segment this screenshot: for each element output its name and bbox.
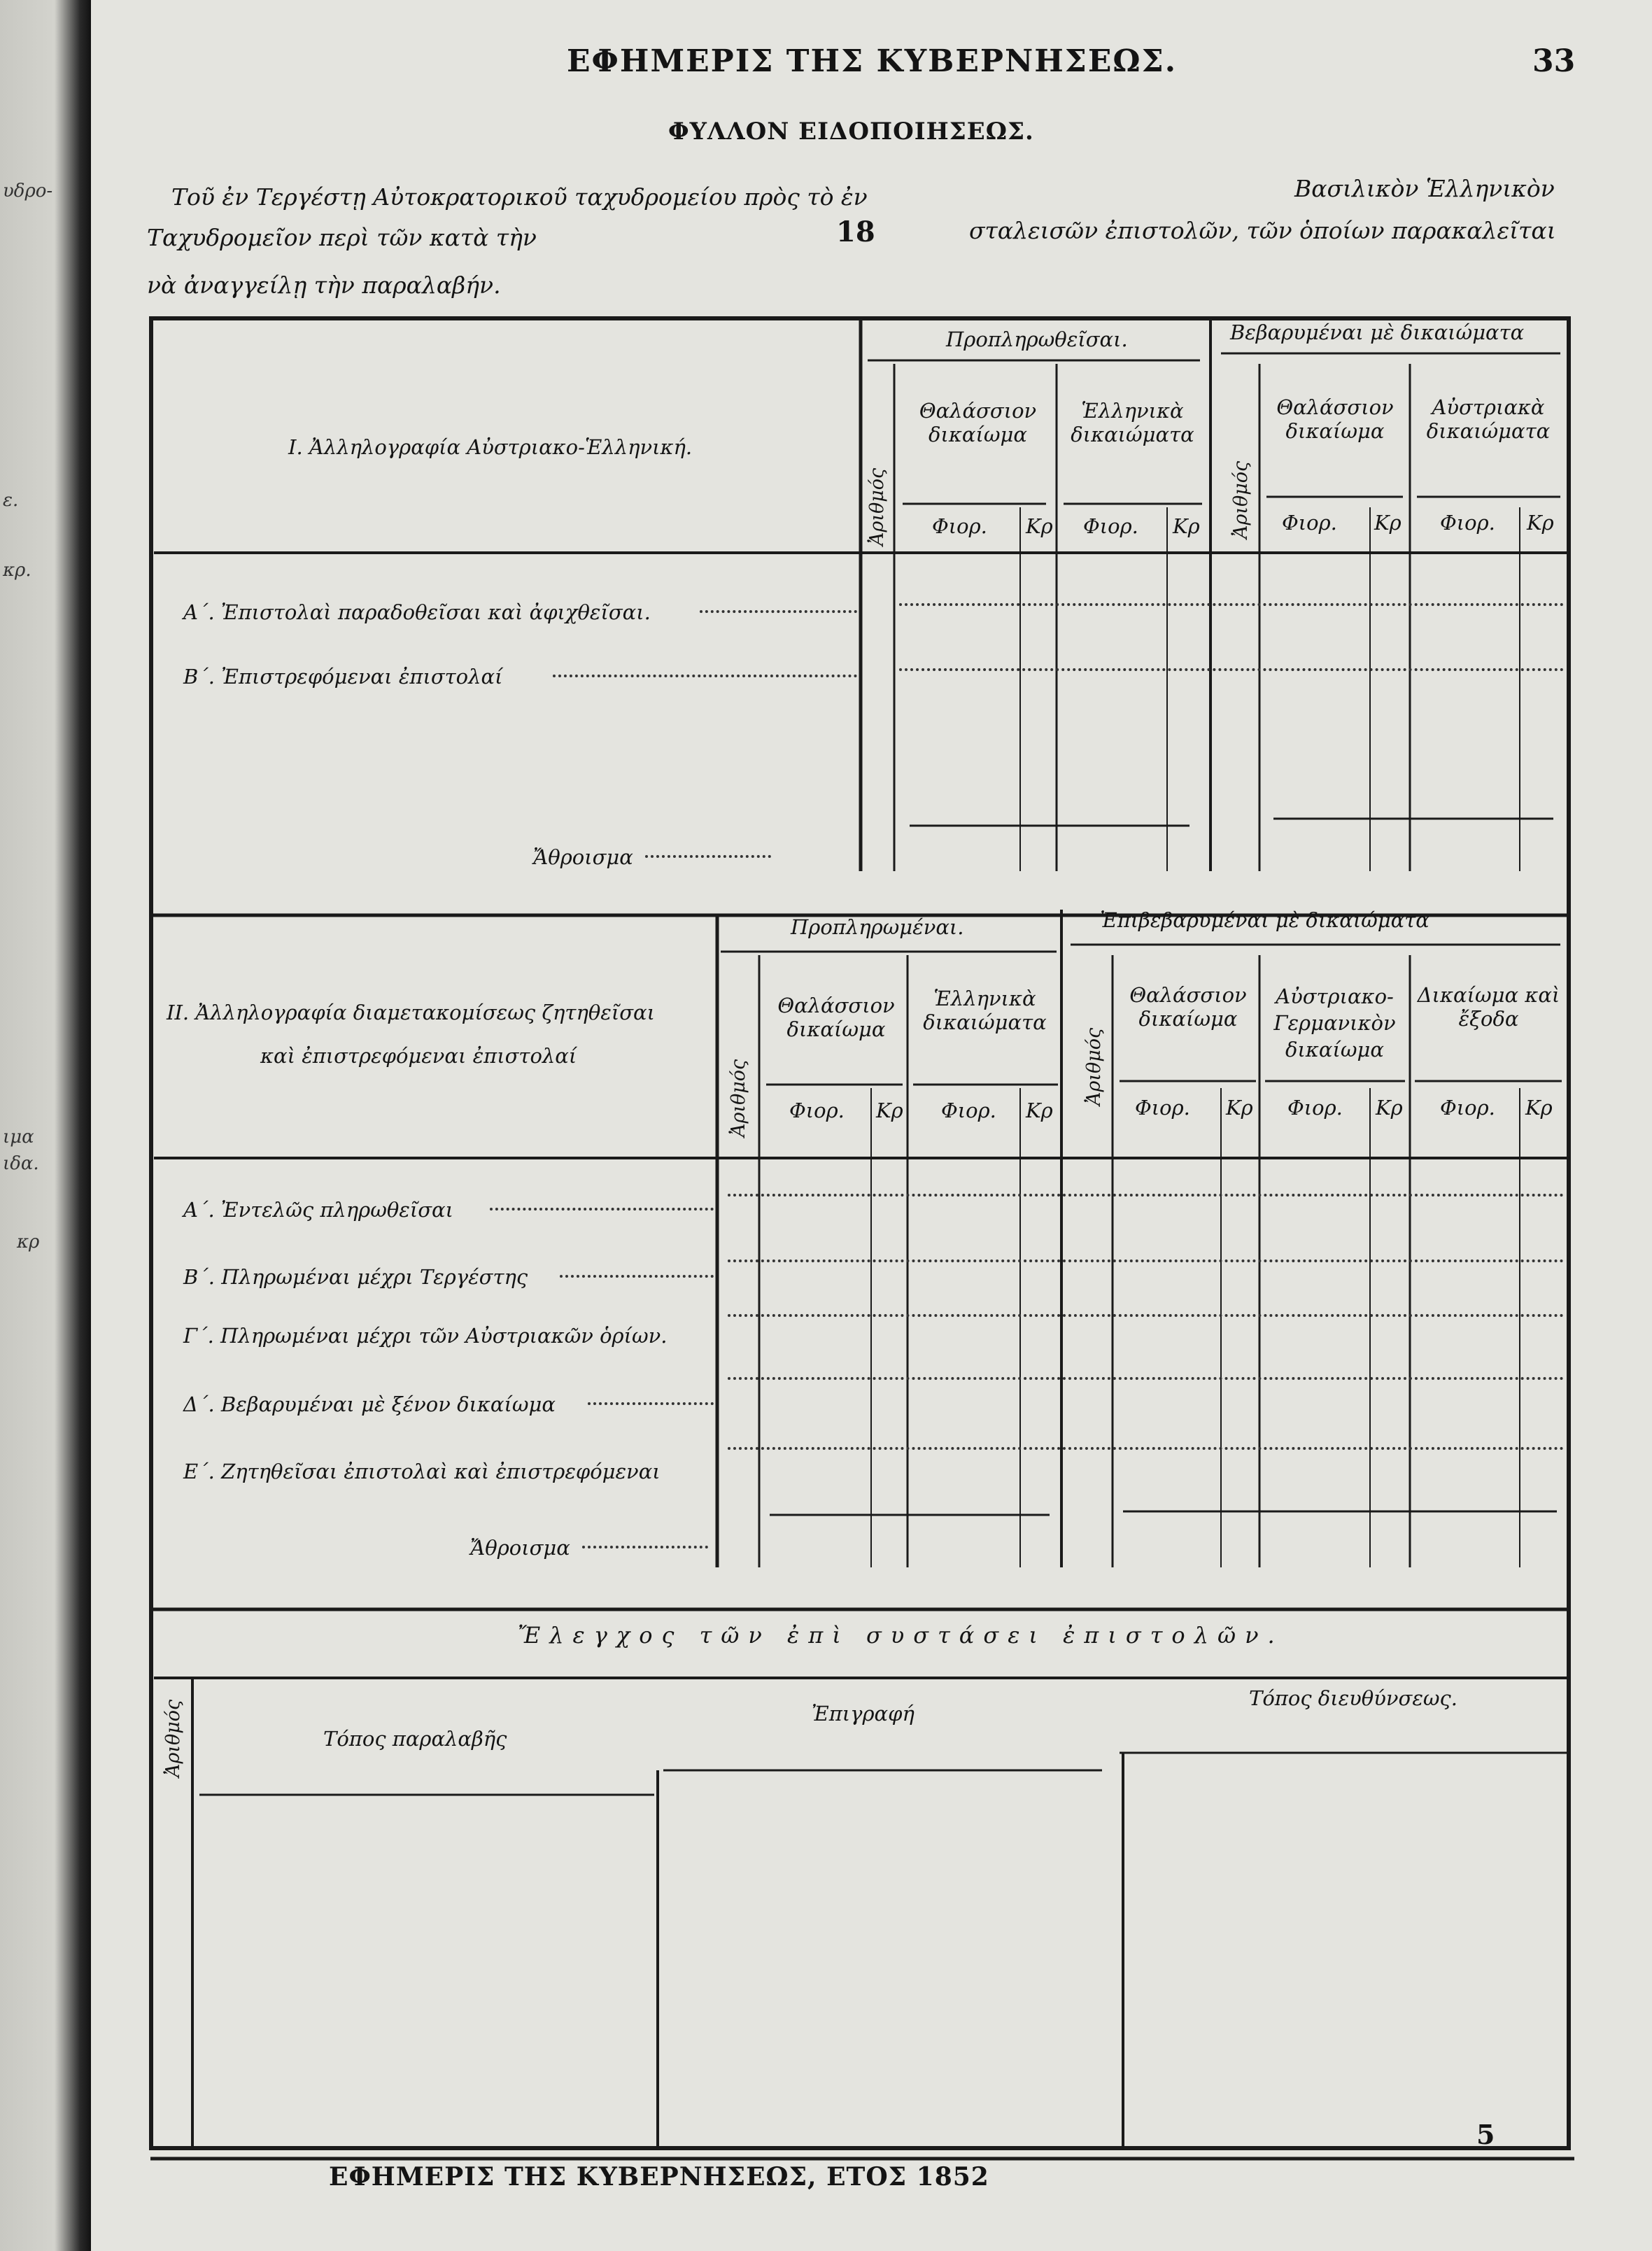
s2-row-e: Ε΄. Ζητηθεῖσαι ἐπιστολαὶ καὶ ἐπιστρεφόμεναι <box>183 1460 661 1483</box>
section-3-title: Ἔλεγχος τῶν ἐπὶ συστάσει ἐπιστολῶν. <box>518 1622 1284 1649</box>
facing-page-fragment: κρ <box>17 1232 40 1252</box>
s1-kr: Κρ <box>1527 511 1554 535</box>
s2-sea-fee-header-2: Θαλάσσιον δικαίωμα <box>1129 983 1247 1031</box>
s3-address: Ἐπιγραφή <box>812 1702 915 1726</box>
facing-page-fragment: ιδα. <box>3 1153 39 1174</box>
s3-arithmos-label: Ἀριθμός <box>162 1699 184 1777</box>
s1-arithmos-label: Ἀριθμός <box>866 467 888 546</box>
footer-title: ΕΦΗΜΕΡΙΣ ΤΗΣ ΚΥΒΕΡΝΗΣΕΩΣ, ΕΤΟΣ 1852 <box>329 2162 989 2192</box>
facing-page-fragment: κρ. <box>3 560 31 581</box>
s2-kr: Κρ <box>1026 1099 1053 1122</box>
intro-line-3: νὰ ἀναγγείλῃ τὴν παραλαβήν. <box>147 271 501 299</box>
s2-row-b-fill <box>728 1259 1564 1262</box>
s1-fior: Φιορ. <box>1282 511 1337 535</box>
s1-prepaid-header: Προπληρωθεῖσαι. <box>946 327 1128 351</box>
s1-fior: Φιορ. <box>1440 511 1495 535</box>
s2-fior: Φιορ. <box>941 1099 996 1122</box>
s2-kr: Κρ <box>1376 1096 1403 1120</box>
intro-line-2: Ταχυδρομεῖον περὶ τῶν κατὰ τὴν <box>147 224 537 251</box>
s1-row-b: Β΄. Ἐπιστρεφόμεναι ἐπιστολαί <box>183 665 503 689</box>
s1-fior: Φιορ. <box>1083 514 1138 538</box>
s1-row-a-leader <box>700 610 857 613</box>
s2-row-d-leader <box>588 1402 714 1405</box>
s2-row-d: Δ΄. Βεβαρυμέναι μὲ ξένον δικαίωμα <box>183 1392 556 1416</box>
s1-arithmos-label-2: Ἀριθμός <box>1230 460 1252 539</box>
intro-line-2-right: σταλεισῶν ἐπιστολῶν, τῶν ὁποίων παρακαλεῖται <box>969 217 1556 244</box>
section-1-title: I. Ἀλληλογραφία Αὐστριακο-Ἑλληνική. <box>288 435 693 459</box>
facing-page-fragment: υδρο- <box>3 181 53 202</box>
s2-fior: Φιορ. <box>789 1099 845 1122</box>
s1-austrian-fees-header: Αὐστριακὰ δικαιώματα <box>1426 395 1551 443</box>
s3-place-received: Τόπος παραλαβῆς <box>323 1727 507 1751</box>
intro-line-1: Τοῦ ἐν Τεργέστῃ Αὐτοκρατορικοῦ ταχυδρομείου πρὸς τὸ ἐν <box>171 183 868 211</box>
s3-destination: Τόπος διευθύνσεως. <box>1249 1686 1457 1710</box>
s1-greek-fees-header: Ἑλληνικὰ δικαιώματα <box>1071 399 1194 446</box>
s2-row-a: Α΄. Ἐντελῶς πληρωθεῖσαι <box>183 1198 453 1222</box>
s2-kr: Κρ <box>876 1099 903 1122</box>
s1-row-a: Α΄. Ἐπιστολαὶ παραδοθεῖσαι καὶ ἀφιχθεῖσαι. <box>183 600 651 624</box>
section-2-title-1: II. Ἀλληλογραφία διαμετακομίσεως ζητηθεῖσαι <box>167 1001 655 1024</box>
s2-row-b: Β΄. Πληρωμέναι μέχρι Τεργέστης <box>183 1265 528 1289</box>
s2-kr: Κρ <box>1525 1096 1553 1120</box>
s1-kr: Κρ <box>1374 511 1402 535</box>
facing-page-fragment: ιμα <box>3 1127 34 1148</box>
s2-row-c-fill <box>728 1314 1564 1317</box>
s1-kr: Κρ <box>1173 514 1200 538</box>
s2-prepaid-header: Προπληρωμέναι. <box>791 915 964 939</box>
s2-fior: Φιορ. <box>1440 1096 1495 1120</box>
s1-sea-fee-header-2: Θαλάσσιον δικαίωμα <box>1276 395 1394 443</box>
s2-sea-fee-header: Θαλάσσιον δικαίωμα <box>777 994 895 1041</box>
s1-fior: Φιορ. <box>932 514 987 538</box>
s2-charged-header: Ἐπιβεβαρυμέναι μὲ δικαιώματα <box>1100 908 1429 932</box>
s2-austro-german-header: Αὐστριακο-Γερμανικὸν δικαίωμα <box>1273 985 1396 1061</box>
s2-fior: Φιορ. <box>1287 1096 1343 1120</box>
s2-arithmos-label-2: Ἀριθμός <box>1083 1027 1105 1106</box>
facing-page-fragment: ε. <box>3 490 19 511</box>
s1-kr: Κρ <box>1026 514 1053 538</box>
s2-row-a-fill <box>728 1194 1564 1197</box>
s1-sea-fee-header: Θαλάσσιον δικαίωμα <box>919 399 1037 446</box>
s2-row-b-leader <box>560 1275 714 1278</box>
s1-row-a-fill <box>899 603 1564 606</box>
s2-arithmos-label: Ἀριθμός <box>728 1059 749 1137</box>
s1-total-label: Ἄθροισμα <box>533 845 633 869</box>
s2-total-leader <box>582 1546 708 1548</box>
intro-line-1-right: Βασιλικὸν Ἑλληνικὸν <box>1294 175 1555 202</box>
printer-signature: 5 <box>1476 2119 1495 2150</box>
newspaper-title: ΕΦΗΜΕΡΙΣ ΤΗΣ ΚΥΒΕΡΝΗΣΕΩΣ. <box>567 43 1178 79</box>
s1-row-b-leader <box>553 675 857 677</box>
s1-total-leader <box>645 855 771 858</box>
s2-row-d-fill <box>728 1377 1564 1380</box>
s2-greek-fees-header: Ἑλληνικὰ δικαιώματα <box>923 987 1047 1034</box>
s2-kr: Κρ <box>1226 1096 1253 1120</box>
s1-charged-header: Βεβαρυμέναι μὲ δικαιώματα <box>1230 320 1525 344</box>
s2-row-e-fill <box>728 1447 1564 1450</box>
s2-total-label: Ἄθροισμα <box>470 1536 570 1560</box>
s2-fees-expenses-header: Δικαίωμα καὶ ἔξοδα <box>1417 983 1560 1031</box>
s2-fior: Φιορ. <box>1135 1096 1190 1120</box>
s1-row-b-fill <box>899 668 1564 671</box>
section-2-title-2: καὶ ἐπιστρεφόμεναι ἐπιστολαί <box>260 1044 577 1068</box>
page-number: 33 <box>1532 43 1576 79</box>
s2-row-c: Γ΄. Πληρωμέναι μέχρι τῶν Αὐστριακῶν ὁρίων. <box>183 1324 668 1348</box>
s2-row-a-leader <box>490 1208 714 1211</box>
form-title: ΦΥΛΛΟΝ ΕΙΔΟΠΟΙΗΣΕΩΣ. <box>668 118 1034 146</box>
date-number: 18 <box>836 216 875 248</box>
